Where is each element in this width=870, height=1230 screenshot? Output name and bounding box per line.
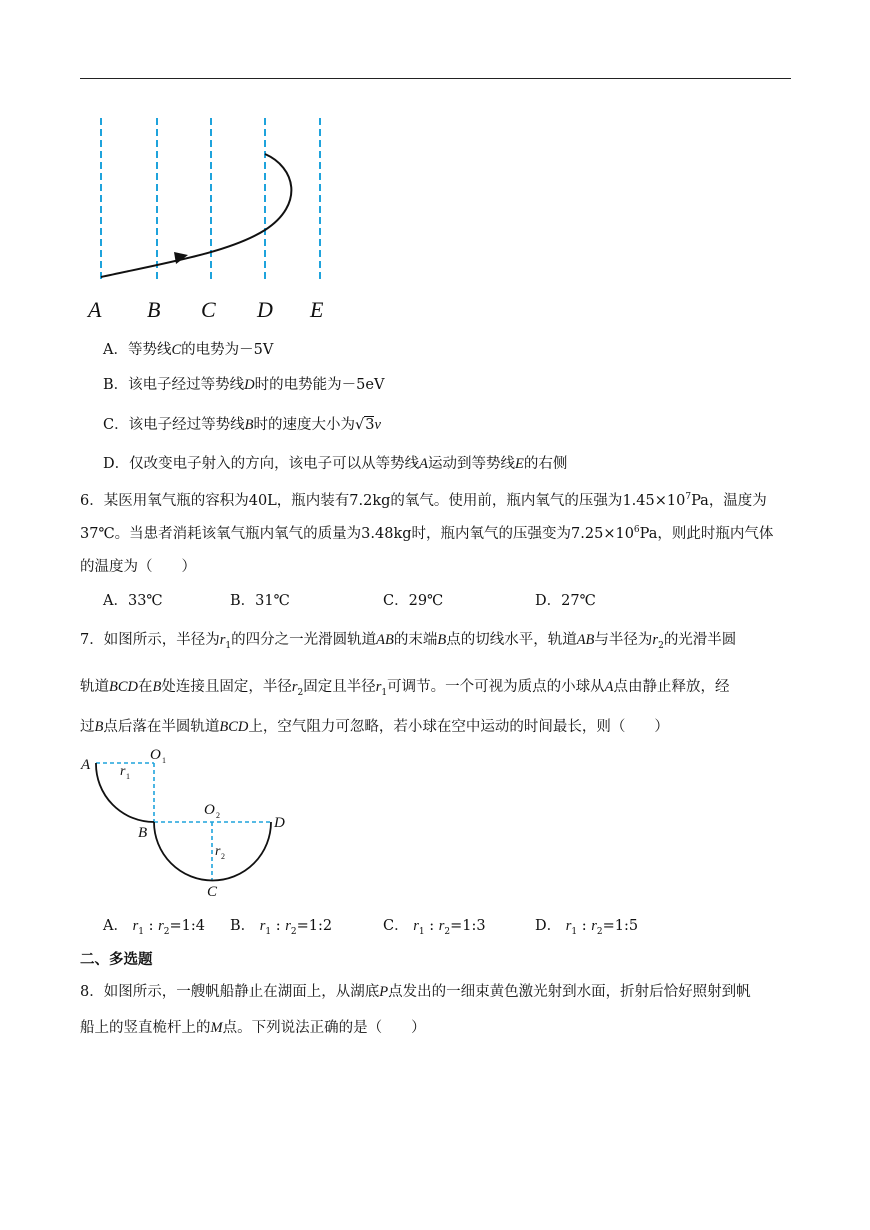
fig1-label-e: E: [310, 297, 324, 322]
electron-trajectory: [101, 154, 291, 277]
fig2-label-o1: O: [150, 747, 161, 763]
fig2-label-r2: r: [215, 844, 221, 859]
track-figure: [78, 745, 298, 905]
fig2-label-c: C: [207, 884, 218, 900]
q6-option-b: B．31℃: [230, 593, 290, 609]
fig2-label-o2-sub: 2: [216, 811, 220, 820]
header-rule: [80, 78, 791, 79]
q7-option-b: B． $r_1$ : $r_2=1:2$: [230, 918, 333, 937]
q5-option-d: D．仅改变电子射入的方向，该电子可以从等势线A运动到等势线E的右侧: [103, 456, 568, 472]
q6-option-c: C．29℃: [383, 593, 444, 609]
sqrt-symbol: √: [354, 417, 365, 433]
q6-line-1: 6．某医用氧气瓶的容积为40L，瓶内装有7.2kg的氧气。使用前，瓶内氧气的压强为$1.45\times 10^7Pa$，温度为: [80, 492, 767, 509]
q5-option-a: A．等势线C的电势为－5V: [103, 342, 274, 358]
section-title-multiple-choice: 二、多选题: [80, 951, 153, 968]
q7-line-3: 过B点后落在半圆轨道BCD上，空气阻力可忽略，若小球在空中运动的时间最长，则（ ）: [80, 719, 669, 735]
q6-line-3: 的温度为（ ）: [80, 559, 196, 575]
q8-line-2: 船上的竖直桅杆上的M点。下列说法正确的是（ ）: [80, 1020, 426, 1036]
q7-option-c: C． $r_1$ : $r_2=1:3$: [383, 918, 486, 937]
fig2-label-d: D: [274, 815, 285, 831]
fig1-label-a: A: [88, 297, 102, 322]
q7-option-d: D． $r_1$ : $r_2=1:5$: [535, 918, 639, 937]
fig1-label-c: C: [201, 297, 216, 322]
fig2-label-r1-sub: 1: [126, 772, 130, 781]
fig2-label-o1-sub: 1: [162, 756, 166, 765]
q6-option-d: D．27℃: [535, 593, 596, 609]
fig1-label-b: B: [147, 297, 161, 322]
q7-line-1: 7．如图所示，半径为$r_1$的四分之一光滑圆轨道AB的末端B点的切线水平，轨道AB与半径为$r_2$的光滑半圆: [80, 632, 737, 651]
q5-option-c: C．该电子经过等势线B时的速度大小为√3v: [103, 417, 381, 433]
q5-option-b: B．该电子经过等势线D时的电势能为－5eV: [103, 377, 385, 393]
q8-line-1: 8．如图所示，一艘帆船静止在湖面上，从湖底P点发出的一细束黄色激光射到水面，折射后恰好照射到帆: [80, 984, 751, 1000]
q6-option-a: A．33℃: [103, 593, 163, 609]
fig2-label-a: A: [81, 757, 91, 773]
fig2-label-o2: O: [204, 802, 215, 818]
fig1-label-d: D: [257, 297, 273, 322]
q7-line-2: 轨道BCD在B处连接且固定，半径$r_2$固定且半径$r_1$可调节。一个可视为质点的小球从A点由静止释放，经: [80, 679, 730, 698]
fig2-label-r2-sub: 2: [221, 852, 225, 861]
fig2-label-b: B: [138, 825, 148, 841]
q7-option-a: A． $r_1$ : $r_2=1:4$: [103, 918, 205, 937]
fig2-label-r1: r: [120, 764, 126, 779]
equipotential-figure: [80, 112, 340, 327]
q6-line-2: 37℃。当患者消耗该氧气瓶内氧气的质量为3.48kg时，瓶内氧气的压强变为$7.25\times 10^6Pa$，则此时瓶内气体: [80, 525, 774, 542]
